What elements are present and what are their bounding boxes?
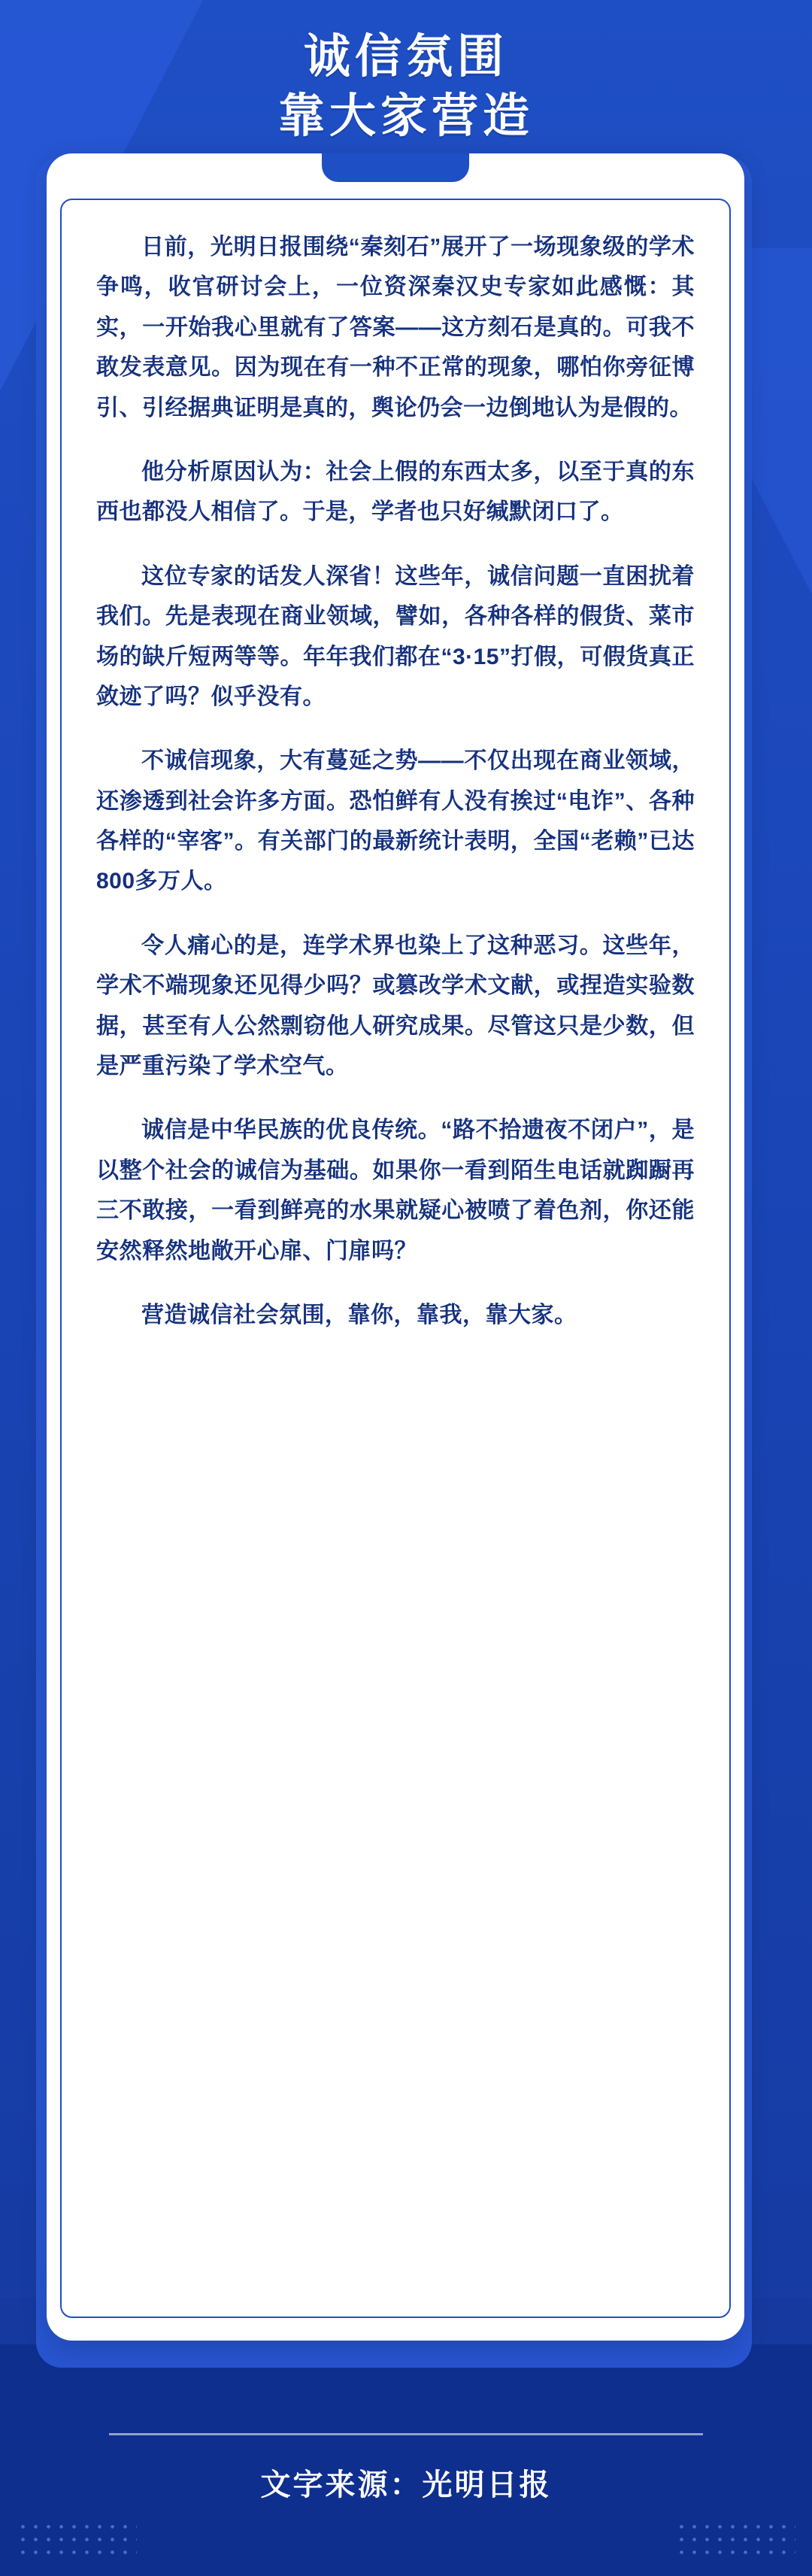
article-body xyxy=(60,199,731,2318)
decorative-dots-right xyxy=(675,2520,795,2562)
title-line-1: 诚信氛围 xyxy=(303,31,508,83)
article-paragraph: 诚信是中华民族的优良传统。“路不拾遗夜不闭户”，是以整个社会的诚信为基础。如果你一看到陌生电话就踟蹰再三不敢接，一看到鲜亮的水果就疑心被喷了着色剂，你还能安然释然地敞开心扉、门扉吗？ xyxy=(96,1118,695,1264)
poster-title xyxy=(0,27,812,147)
card-notch xyxy=(322,153,469,182)
title-line-2: 靠大家营造 xyxy=(277,90,534,143)
footer-divider xyxy=(109,2433,703,2435)
article-paragraph: 他分析原因认为：社会上假的东西太多，以至于真的东西也都没人相信了。于是，学者也只好缄默闭口了。 xyxy=(96,459,695,525)
article-paragraph: 日前，光明日报围绕“秦刻石”展开了一场现象级的学术争鸣，收官研讨会上，一位资深秦汉史专家如此感慨：其实，一开始我心里就有了答案——这方刻石是真的。可我不敢发表意见。因为现在有一种不正常的现象，哪怕你旁征博引、引经据典证明是真的，舆论仍会一边倒地认为是假的。 xyxy=(96,235,695,420)
article-paragraph: 这位专家的话发人深省！这些年，诚信问题一直困扰着我们。先是表现在商业领域，譬如，各种各样的假货、菜市场的缺斤短两等等。年年我们都在“3·15”打假，可假货真正敛迹了吗？似乎没有。 xyxy=(96,563,695,709)
decorative-dots-left xyxy=(17,2520,137,2562)
article-paragraph: 令人痛心的是，连学术界也染上了这种恶习。这些年，学术不端现象还见得少吗？或篡改学术文献，或捏造实验数据，甚至有人公然剽窃他人研究成果。尽管这只是少数，但是严重污染了学术空气。 xyxy=(96,933,695,1079)
source-label: 文字来源：光明日报 xyxy=(260,2468,552,2502)
article-paragraph: 不诚信现象，大有蔓延之势——不仅出现在商业领域，还渗透到社会许多方面。恐怕鲜有人没有挨过“电诈”、各种各样的“宰客”。有关部门的最新统计表明，全国“老赖”已达800多万人。 xyxy=(96,748,695,894)
article-paragraph: 营造诚信社会氛围，靠你，靠我，靠大家。 xyxy=(141,1302,577,1327)
article-card xyxy=(47,153,744,2341)
footer xyxy=(0,2433,812,2504)
